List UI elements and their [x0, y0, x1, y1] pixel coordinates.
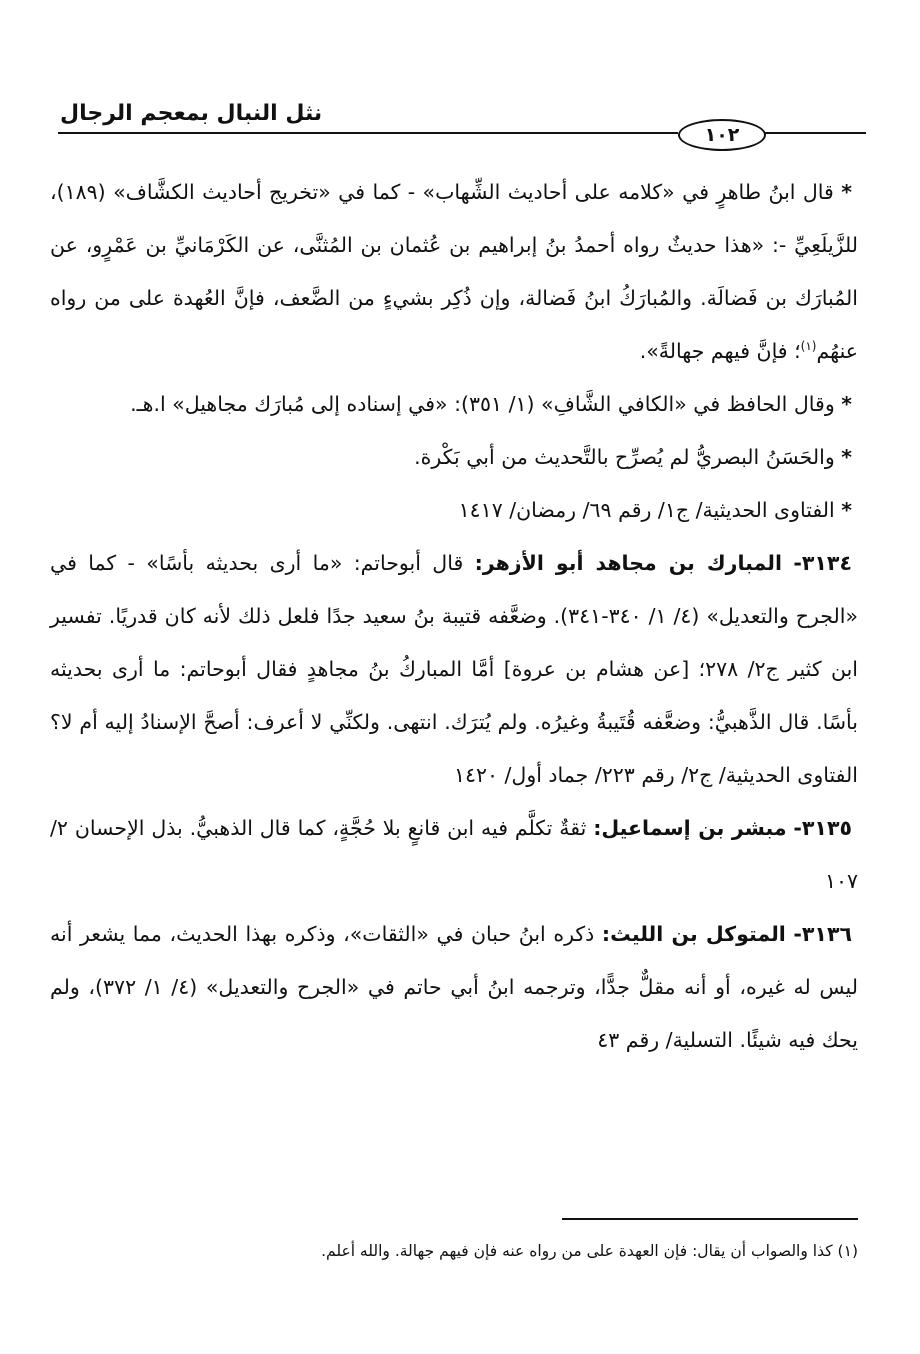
- paragraph-hafiz: [50, 378, 858, 431]
- footnote-separator: [562, 1218, 858, 1220]
- entry-3136: [50, 908, 858, 1067]
- running-header-title: نثل النبال بمعجم الرجال: [60, 101, 323, 126]
- entry-name: المبارك بن مجاهد أبو الأزهر:: [474, 551, 782, 575]
- footnote-text: كذا والصواب أن يقال: فإن العهدة على من رواه عنه فإن فيهم جهالة. والله أعلم.: [321, 1242, 833, 1260]
- entry-number: ٣١٣٤-: [793, 551, 852, 575]
- paragraph-ibn-tahir: [50, 166, 858, 378]
- main-text: [50, 166, 858, 1067]
- bullet-marker: *: [841, 180, 852, 204]
- bullet-marker: *: [841, 392, 852, 416]
- paragraph-text: الفتاوى الحديثية/ ج١/ رقم ٦٩/ رمضان/ ١٤١٧: [458, 498, 835, 522]
- entry-name: مبشر بن إسماعيل:: [593, 816, 787, 840]
- footnote: [100, 1238, 858, 1264]
- entry-text: ثقةٌ تكلَّم فيه ابن قانعٍ بلا حُجَّةٍ، كما قال الذهبيُّ. بذل الإحسان ٢/ ١٠٧: [50, 816, 858, 893]
- header-rule-right: [764, 132, 866, 134]
- paragraph-text: قال ابنُ طاهرٍ في «كلامه على أحاديث الشِّهاب» - كما في «تخريج أحاديث الكشَّاف» (١٨٩)، للزَّيلَعِيِّ -: «هذا حديثٌ رواه أحمدُ بنُ إبراهيم بن عُثمان بن المُثنَّى، عن الكَرْمَانيِّ بن عَمْرٍو، عن المُبارَك بن فَضالَة. والمُبارَكُ ابنُ فَضالة، وإن ذُكِر بشيءٍ من الضَّعف، فإنَّ العُهدة على من رواه عنهُم: [50, 180, 858, 363]
- entry-text: قال أبوحاتم: «ما أرى بحديثه بأسًا» - كما في «الجرح والتعديل» (٤/ ١/ ٣٤٠-٣٤١). وضعَّفه قتيبة بنُ سعيد جدًا فلعل ذلك لأنه كان قدريًا. تفسير ابن كثير ج٢/ ٢٧٨؛ [عن هشام بن عروة] أمَّا المباركُ بنُ مجاهدٍ فقال أبوحاتم: ما أرى بحديثه بأسًا. قال الذَّهبيُّ: وضعَّفه قُتَيبةُ وغيرُه. ولم يُترَك. انتهى. ولكنِّي لا أعرف: أصحَّ الإسنادُ إليه أم لا؟ الفتاوى الحديثية/ ج٢/ رقم ٢٢٣/ جماد أول/ ١٤٢٠: [50, 551, 858, 787]
- paragraph-hasan-basri: [50, 431, 858, 484]
- footnote-marker: (١): [837, 1242, 858, 1260]
- entry-text: ذكره ابنُ حبان في «الثقات»، وذكره بهذا الحديث، مما يشعر أنه ليس له غيره، أو أنه مقلٌّ جدًّا، وترجمه ابنُ أبي حاتم في «الجرح والتعديل» (٤/ ١/ ٣٧٢)، ولم يحك فيه شيئًا. التسلية/ رقم ٤٣: [50, 922, 858, 1052]
- entry-number: ٣١٣٥-: [793, 816, 852, 840]
- entry-name: المتوكل بن الليث:: [601, 922, 786, 946]
- paragraph-source-citation: [50, 484, 858, 537]
- header-rule: [58, 132, 678, 134]
- paragraph-text: والحَسَنُ البصريُّ لم يُصرِّح بالتَّحديث من أبي بَكْرة.: [414, 445, 835, 469]
- footnote-reference: (١): [800, 339, 817, 354]
- bullet-marker: *: [841, 445, 852, 469]
- bullet-marker: *: [841, 498, 852, 522]
- paragraph-text-continued: ؛ فإنَّ فيهم جهالةً».: [639, 339, 801, 363]
- entry-number: ٣١٣٦-: [793, 922, 852, 946]
- entry-3134: [50, 537, 858, 802]
- paragraph-text: وقال الحافظ في «الكافي الشَّافِ» (١/ ٣٥١): «في إسناده إلى مُبارَك مجاهيل» ا.هـ.: [130, 392, 835, 416]
- entry-3135: [50, 802, 858, 908]
- page-number: ١٠٢: [678, 119, 766, 151]
